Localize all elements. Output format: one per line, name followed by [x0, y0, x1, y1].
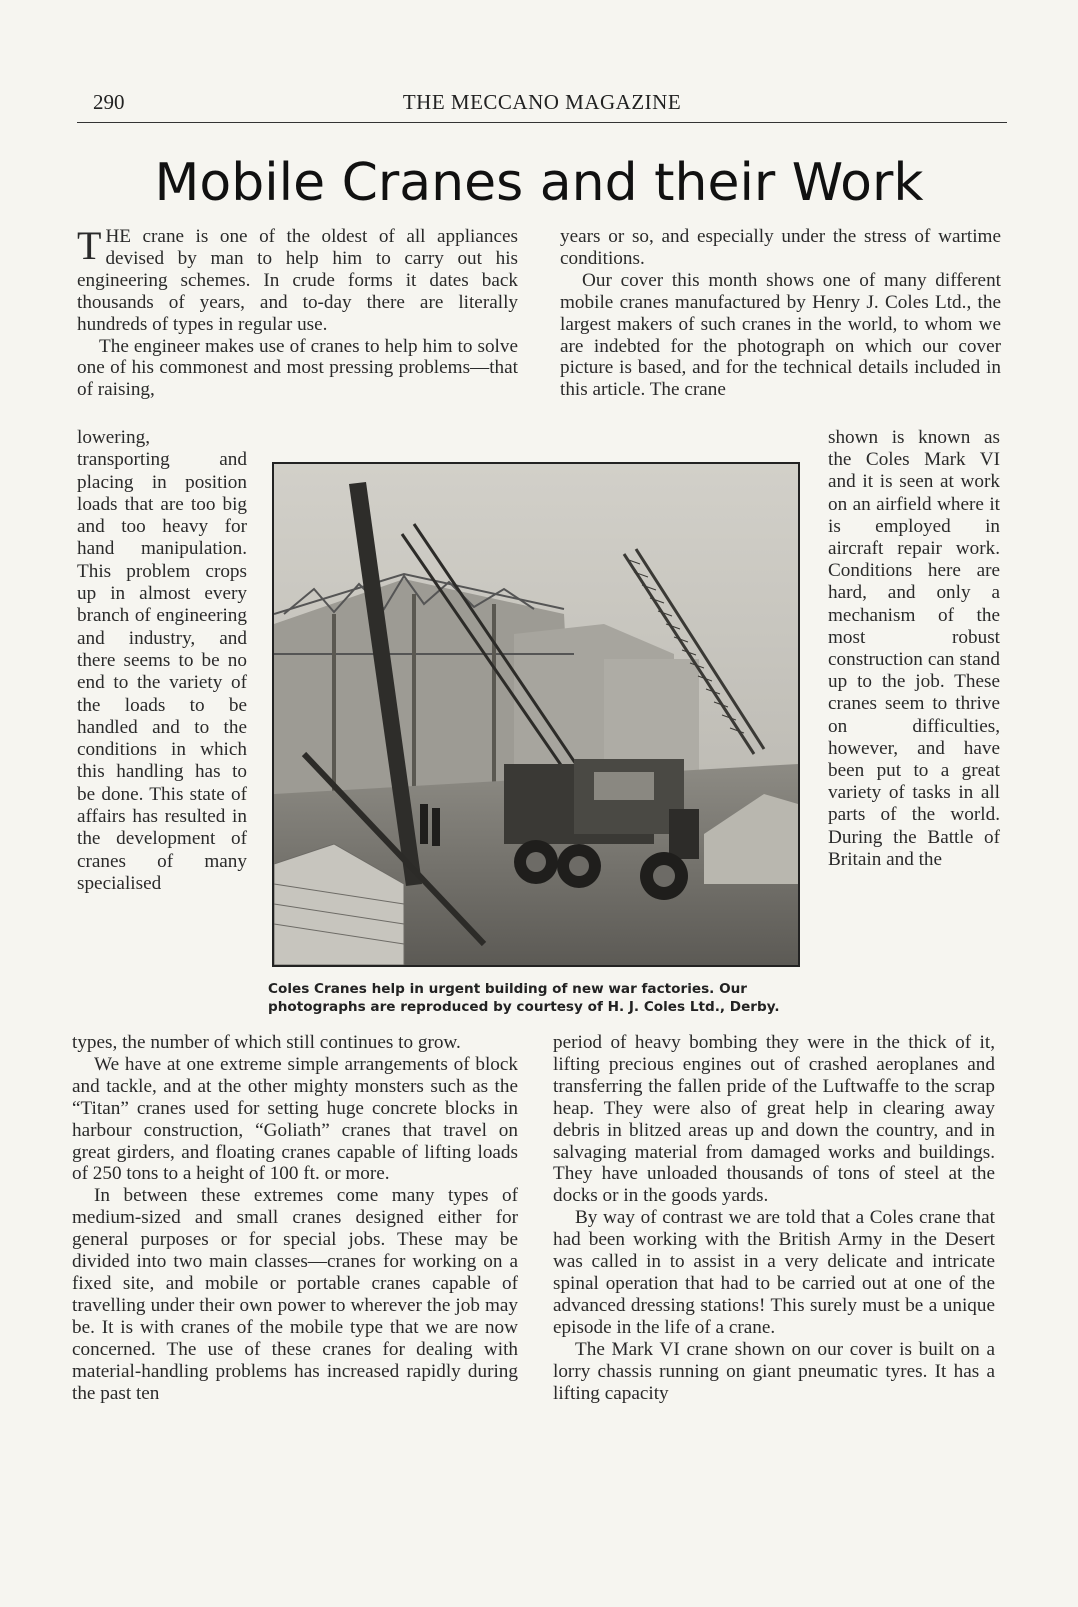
paragraph-4: In between these extremes come many types of medium-sized and small cranes designed either for general purposes or for special jobs. These may be divided into two main classes—cranes for working on a fixed site, and mobile or portable cranes capable of travelling under their own power to wherever the job may be. It is with cranes of the mobile type that we are now concerned. The use of these cranes for dealing with material-handling problems has increased rapidly during the past ten	[72, 1185, 518, 1404]
magazine-title: THE MECCANO MAGAZINE	[402, 90, 682, 114]
right-column-top	[560, 226, 1001, 401]
crane-scene-illustration	[274, 464, 798, 965]
paragraph-5: years or so, and especially under the stress of wartime conditions.	[560, 226, 1001, 269]
paragraph-1: THE crane is one of the oldest of all appliances devised by man to help him to carry out his engineering schemes. In crude forms it dates back thousands of years, and to-day there are literally hundreds of types in regular use.	[77, 223, 518, 335]
right-column-bottom	[553, 1032, 995, 1404]
paragraph-2: The engineer makes use of cranes to help him to solve one of his commonest and most pressing problems—that of raising,	[77, 335, 518, 401]
paragraph-6: Our cover this month shows one of many different mobile cranes manufactured by Henry J. Coles Ltd., the largest makers of such cranes in the world, to whom we are indebted for the photograph on which our cover picture is based, and for the technical details included in this article. The crane	[560, 269, 1001, 401]
left-column-bottom	[72, 1032, 518, 1404]
article-title: Mobile Cranes and their Work	[154, 153, 924, 213]
paragraph-2-continued: lowering, transporting and placing in position loads that are too big and too heavy for hand manipulation. This problem crops up in almost every branch of engineering and industry, and there seems to be no end to the variety of the loads to be handled and to the conditions in which this handling has to be done. This state of affairs has resulted in the development of cranes of many specialised	[77, 427, 247, 894]
left-column-narrow	[77, 427, 247, 895]
paragraph-3: We have at one extreme simple arrangements of block and tackle, and at the other mighty monsters such as the “Titan” cranes used for setting huge concrete blocks in harbour construction, “Goliath” cranes that travel on great girders, and floating cranes capable of lifting loads of 250 tons to a height of 100 ft. or more.	[72, 1053, 518, 1185]
left-column-top	[77, 223, 518, 401]
paragraph-7: By way of contrast we are told that a Coles crane that had been working with the British Army in the Desert was called in to assist in a very delicate and intricate spinal operation that had to be carried out at one of the advanced dressing stations! This surely must be a unique episode in the life of a crane.	[553, 1207, 995, 1338]
paragraph-2-end: types, the number of which still continues to grow.	[72, 1032, 461, 1053]
paragraph-6-continued: shown is known as the Coles Mark VI and it is seen at work on an airfield where it is employed in aircraft repair work. Conditions here are hard, and only a mechanism of the most robust construction can stand up to the job. These cranes seem to thrive on difficulties, however, and have been put to a great variety of tasks in all parts of the world. During the Battle of Britain and the	[828, 427, 1000, 870]
page-number: 290	[93, 90, 125, 114]
paragraph-6-end: period of heavy bombing they were in the thick of it, lifting precious engines out of crashed aeroplanes and transferring the fallen pride of the Luftwaffe to the scrap heap. They were also of great help in clearing away debris in blitzed areas up and down the country, and in salvaging material from damaged works and buildings. They have unloaded thousands of tons of steel at the docks or in the goods yards.	[553, 1032, 995, 1207]
paragraph-8: The Mark VI crane shown on our cover is built on a lorry chassis running on giant pneumatic tyres. It has a lifting capacity	[553, 1338, 995, 1404]
page-header	[77, 86, 1007, 123]
crane-photograph	[272, 462, 800, 967]
figure-caption: Coles Cranes help in urgent building of new war factories. Our photographs are reproduced by courtesy of H. J. Coles Ltd., Derby.	[268, 981, 780, 1015]
right-column-narrow	[828, 427, 1000, 871]
drop-cap: T	[77, 223, 102, 268]
